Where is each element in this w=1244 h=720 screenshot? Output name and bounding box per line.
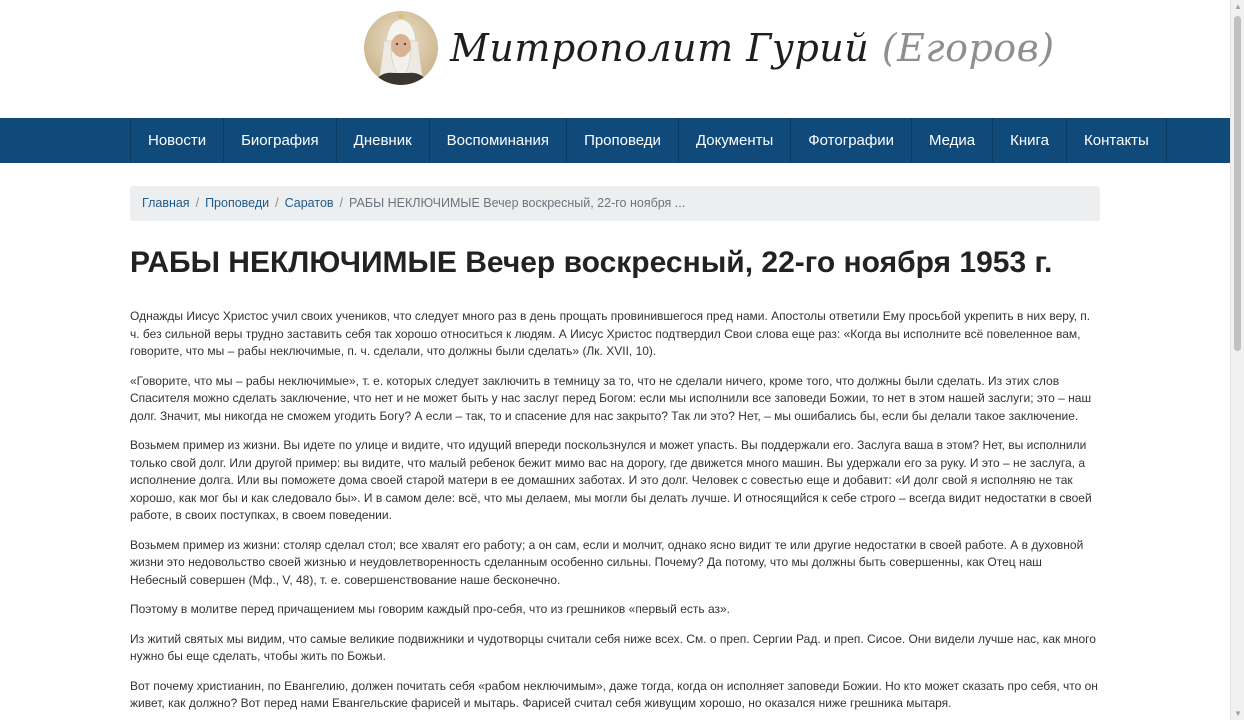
- site-logo-title: [450, 26, 1055, 70]
- breadcrumb-separator: /: [195, 196, 200, 210]
- vertical-scrollbar[interactable]: [1230, 0, 1244, 720]
- nav-item-diary[interactable]: Дневник: [337, 118, 430, 163]
- nav-item-news[interactable]: Новости: [131, 118, 224, 163]
- scroll-up-arrow-icon[interactable]: ▲: [1234, 2, 1242, 11]
- breadcrumb-separator: /: [339, 196, 344, 210]
- article-paragraph: Однажды Иисус Христос учил своих учеников, что следует много раз в день прощать провинившегося пред нами. Апостолы ответили Ему просьбой укрепить в них веру, п. ч. без сильной веры трудно заставить себя так хорошо относиться к людям. А Иисус Христос подтвердил Свои слова еще раз: «Когда вы исполните всё повеленное вам, говорите, что мы – рабы неключимые, п. ч. сделали, что должны были сделать» (Лк. XVII, 10).: [130, 309, 1091, 358]
- main-navigation: [0, 118, 1230, 163]
- article-paragraph: Из житий святых мы видим, что самые великие подвижники и чудотворцы считали себя ниже всех. См. о преп. Сергии Рад. и преп. Сисое. Они видели лучше нас, как много нужно бы еще сделать, чтобы жить по Божьи.: [130, 631, 1096, 663]
- breadcrumb-current-page: РАБЫ НЕКЛЮЧИМЫЕ Вечер воскресный, 22-го ноября ...: [349, 196, 686, 210]
- nav-item-contacts[interactable]: Контакты: [1067, 118, 1167, 163]
- site-logo[interactable]: [364, 10, 1055, 86]
- article-paragraph: Вот почему христианин, по Евангелию, должен почитать себя «рабом неключимым», даже тогда, когда он исполняет заповеди Божии. Но кто может сказать про себя, что он живет, как должно? Вот перед нами Евангельские фарисей и мытарь. Фарисей считал себя живущим хорошо, но оказался ниже грешника мытаря.: [130, 678, 1098, 710]
- breadcrumb: [130, 186, 1100, 221]
- article-paragraph: Возьмем пример из жизни: столяр сделал стол; все хвалят его работу; а он сам, если и молчит, однако ясно видит те или другие недостатки в своей работе. А в духовной жизни это недовольство своей жизнью и неудовлетворенность сделанным особенно сильны. Почему? Да потому, что мы должны быть совершенны, как Отец наш Небесный совершен (Мф., V, 48), т. е. совершенствование наше бесконечно.: [130, 537, 1084, 587]
- article-body: [130, 308, 1098, 720]
- nav-item-photos[interactable]: Фотографии: [791, 118, 912, 163]
- site-header: [0, 0, 1230, 118]
- nav-item-media[interactable]: Медиа: [912, 118, 993, 163]
- article-paragraph: Поэтому в молитве перед причащением мы говорим каждый про-себя, что из грешников «первый есть аз».: [130, 602, 730, 616]
- nav-item-memories[interactable]: Воспоминания: [430, 118, 567, 163]
- nav-item-documents[interactable]: Документы: [679, 118, 791, 163]
- metropolitan-portrait-image: [364, 11, 438, 85]
- page-title: РАБЫ НЕКЛЮЧИМЫЕ Вечер воскресный, 22-го ноября 1953 г.: [130, 246, 1053, 279]
- main-navigation-list: [130, 118, 1167, 163]
- scrollbar-thumb[interactable]: [1234, 16, 1241, 351]
- logo-surname-text: (Егоров): [881, 26, 1055, 70]
- breadcrumb-separator: /: [275, 196, 279, 210]
- article-paragraph: Возьмем пример из жизни. Вы идете по улице и видите, что идущий впереди поскользнулся и может упасть. Вы поддержали его. Заслуга ваша в этом? Нет, вы исполнили только свой долг. Или другой пример: вы видите, что малый ребенок бежит мимо вас на дорогу, где движется много машин. Вы удержали его за руку. И это – не заслуга, а исполнение долга. Или вы поможете дома своей старой матери в ее домашних заботах. И это долг. Человек с совестью еще и добавит: «И долг свой я исполняю не так хорошо, как мог бы и как следовало бы». И в самом деле: всё, что мы делаем, мы могли бы делать лучше. И относящийся к себе строго – всегда видит недостатки в своей работе, в своих поступках, в своем поведении.: [130, 438, 1092, 522]
- breadcrumb-link-home[interactable]: Главная: [142, 196, 190, 210]
- article-paragraph: «Говорите, что мы – рабы неключимые», т. е. которых следует заключить в темницу за то, что не сделали ничего, кроме того, что должны были сделать. Из этих слов Спасителя можно сделать заключение, что нет и не может быть у нас заслуг перед Богом: если мы исполнили все заповеди Божии, то нет в этом нашей заслуги; это – наш долг. Значит, мы никогда не сможем угодить Богу? А если – так, то и спасение для нас закрыто? Так ли это? Нет, – мы ошибались бы, если бы делали такое заключение.: [130, 373, 1092, 423]
- scroll-down-arrow-icon[interactable]: ▼: [1234, 709, 1242, 718]
- breadcrumb-link-sermons[interactable]: Проповеди: [205, 196, 270, 210]
- logo-name-text: Митрополит Гурий: [450, 26, 870, 70]
- breadcrumb-link-saratov[interactable]: Саратов: [284, 196, 334, 210]
- nav-item-book[interactable]: Книга: [993, 118, 1067, 163]
- nav-item-biography[interactable]: Биография: [224, 118, 337, 163]
- nav-item-sermons[interactable]: Проповеди: [567, 118, 679, 163]
